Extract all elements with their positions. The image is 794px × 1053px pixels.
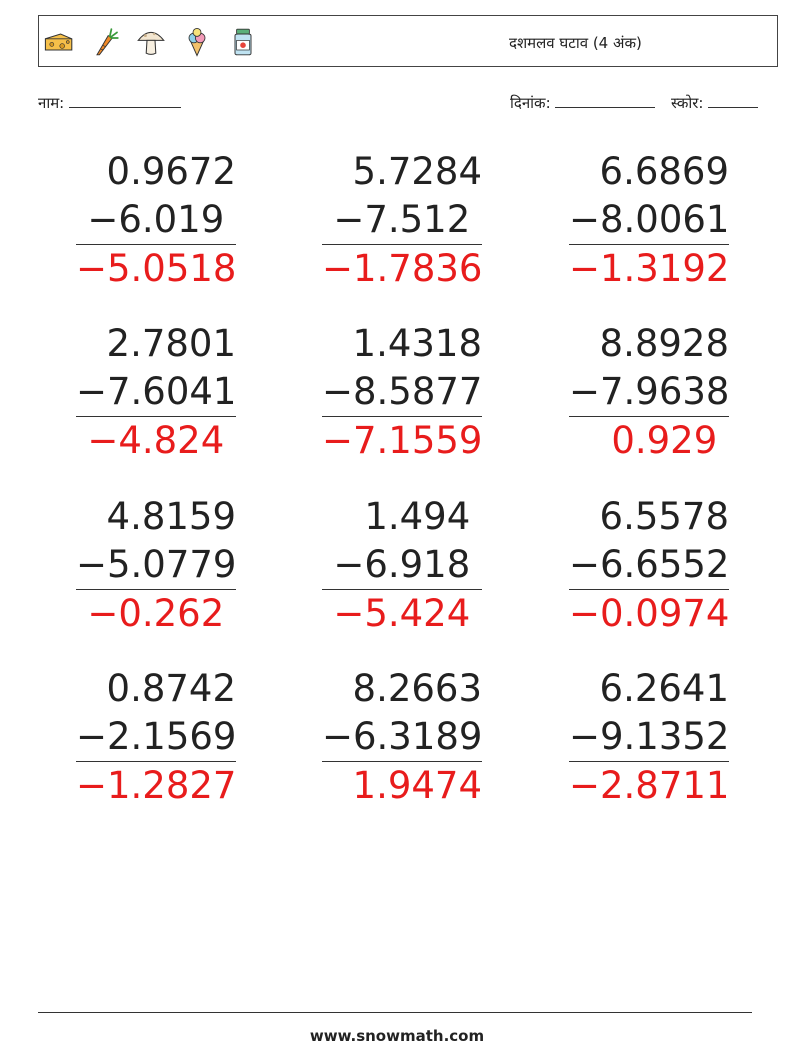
subtrahend: −9.1352 [569,713,729,762]
subtrahend: −7.9638 [569,368,729,417]
answer: −0.262 [87,592,236,635]
score-label: स्कोर: [670,94,704,112]
problem-11 [322,665,482,810]
subtrahend: −5.0779 [76,541,236,590]
answer: −4.824 [87,419,236,462]
jar-icon [227,24,259,60]
answer: −1.2827 [76,764,237,807]
subtrahend: −7.6041 [76,368,236,417]
subtrahend: −7.512 [322,196,482,245]
problem-3 [569,148,729,293]
ice-cream-icon [181,24,213,60]
minuend: 8.8928 [599,322,729,365]
problem-9 [569,493,729,638]
minuend: 0.8742 [106,667,236,710]
subtrahend: −2.1569 [76,713,236,762]
name-label: नाम: [38,94,65,112]
answer: 1.9474 [352,764,482,807]
cheese-icon [43,24,75,60]
subtrahend: −6.019 [76,196,236,245]
subtrahend: −6.918 [322,541,482,590]
problem-12 [569,665,729,810]
footer-site: www.snowmath.com [309,1027,485,1045]
header-box [38,15,778,67]
date-blank[interactable] [555,93,655,108]
minuend: 8.2663 [352,667,482,710]
minuend: 1.494 [364,495,482,538]
subtrahend: −8.0061 [569,196,729,245]
carrot-icon [89,24,121,60]
minuend: 4.8159 [106,495,236,538]
answer: −5.0518 [76,247,237,290]
page-title: दशमलव घटाव (4 अंक) [509,34,642,52]
minuend: 2.7801 [106,322,236,365]
name-blank[interactable] [69,93,181,108]
date-score-field [510,93,758,113]
answer: −5.424 [333,592,482,635]
problem-1 [76,148,236,293]
answer: −2.8711 [569,764,730,807]
problem-10 [76,665,236,810]
subtrahend: −6.6552 [569,541,729,590]
minuend: 1.4318 [352,322,482,365]
minuend: 5.7284 [352,150,482,193]
subtrahend: −8.5877 [322,368,482,417]
answer: −1.3192 [569,247,730,290]
problem-7 [76,493,236,638]
answer: −7.1559 [322,419,483,462]
problem-5 [322,320,482,465]
minuend: 0.9672 [106,150,236,193]
problem-2 [322,148,482,293]
name-field [38,93,181,113]
problem-4 [76,320,236,465]
problem-8 [322,493,482,638]
answer: −0.0974 [569,592,730,635]
problem-6 [569,320,729,465]
minuend: 6.6869 [599,150,729,193]
minuend: 6.5578 [599,495,729,538]
footer-divider [38,1012,752,1013]
answer: 0.929 [611,419,729,462]
score-blank[interactable] [708,93,758,108]
minuend: 6.2641 [599,667,729,710]
header-icons [43,24,259,60]
date-label: दिनांक: [510,94,551,112]
answer: −1.7836 [322,247,483,290]
mushroom-icon [135,24,167,60]
subtrahend: −6.3189 [322,713,482,762]
